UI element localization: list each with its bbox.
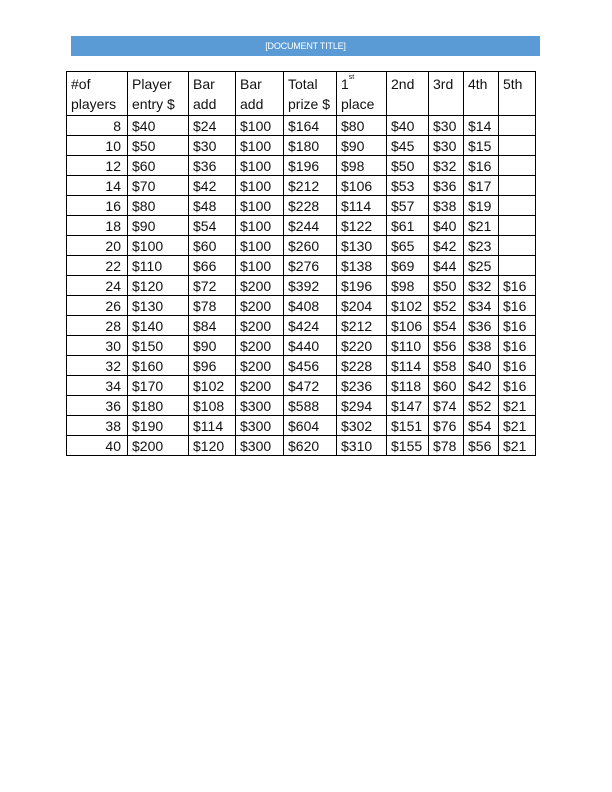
cell-entry: $40 <box>128 116 189 136</box>
table-row <box>67 176 536 196</box>
table-row <box>67 256 536 276</box>
cell-4th: $23 <box>464 236 499 256</box>
table-row <box>67 436 536 456</box>
cell-4th: $38 <box>464 336 499 356</box>
cell-bar-add-2: $100 <box>236 116 284 136</box>
cell-total-prize: $212 <box>284 176 337 196</box>
cell-bar-add-2: $200 <box>236 376 284 396</box>
cell-entry: $200 <box>128 436 189 456</box>
cell-5th <box>499 156 536 176</box>
cell-3rd: $40 <box>429 216 464 236</box>
table-row <box>67 416 536 436</box>
cell-bar-add-2: $100 <box>236 176 284 196</box>
cell-bar-add-1: $102 <box>189 376 236 396</box>
cell-entry: $140 <box>128 316 189 336</box>
cell-1st: $204 <box>337 296 387 316</box>
col-header-4th: 4th <box>464 72 499 116</box>
cell-entry: $170 <box>128 376 189 396</box>
table-body <box>67 116 536 456</box>
cell-2nd: $106 <box>387 316 429 336</box>
cell-5th: $16 <box>499 356 536 376</box>
cell-bar-add-2: $100 <box>236 156 284 176</box>
cell-1st: $122 <box>337 216 387 236</box>
table-row <box>67 356 536 376</box>
cell-bar-add-1: $24 <box>189 116 236 136</box>
cell-3rd: $50 <box>429 276 464 296</box>
cell-bar-add-1: $66 <box>189 256 236 276</box>
table-row <box>67 216 536 236</box>
cell-entry: $190 <box>128 416 189 436</box>
cell-bar-add-2: $200 <box>236 296 284 316</box>
table-header-row <box>67 72 536 116</box>
cell-5th: $21 <box>499 436 536 456</box>
cell-total-prize: $180 <box>284 136 337 156</box>
cell-total-prize: $620 <box>284 436 337 456</box>
cell-2nd: $69 <box>387 256 429 276</box>
table-row <box>67 316 536 336</box>
cell-2nd: $61 <box>387 216 429 236</box>
cell-1st: $98 <box>337 156 387 176</box>
cell-players: 26 <box>67 296 128 316</box>
cell-players: 12 <box>67 156 128 176</box>
col-header-1st-number: 1 <box>341 76 349 92</box>
cell-4th: $17 <box>464 176 499 196</box>
cell-bar-add-2: $100 <box>236 136 284 156</box>
cell-3rd: $38 <box>429 196 464 216</box>
col-header-5th: 5th <box>499 72 536 116</box>
col-header-bar-add-2: Bar add <box>236 72 284 116</box>
col-header-3rd: 3rd <box>429 72 464 116</box>
cell-bar-add-1: $114 <box>189 416 236 436</box>
table-row <box>67 116 536 136</box>
cell-players: 28 <box>67 316 128 336</box>
col-header-1st-place <box>337 72 387 116</box>
col-header-total-prize: Total prize $ <box>284 72 337 116</box>
cell-1st: $196 <box>337 276 387 296</box>
cell-5th <box>499 236 536 256</box>
col-header-1st-word: place <box>341 96 375 112</box>
cell-2nd: $53 <box>387 176 429 196</box>
cell-bar-add-1: $96 <box>189 356 236 376</box>
cell-3rd: $42 <box>429 236 464 256</box>
cell-4th: $32 <box>464 276 499 296</box>
cell-bar-add-2: $300 <box>236 436 284 456</box>
cell-total-prize: $424 <box>284 316 337 336</box>
cell-3rd: $54 <box>429 316 464 336</box>
cell-total-prize: $228 <box>284 196 337 216</box>
cell-bar-add-1: $72 <box>189 276 236 296</box>
table-row <box>67 296 536 316</box>
cell-2nd: $155 <box>387 436 429 456</box>
cell-3rd: $30 <box>429 136 464 156</box>
cell-bar-add-2: $200 <box>236 276 284 296</box>
cell-2nd: $50 <box>387 156 429 176</box>
cell-1st: $106 <box>337 176 387 196</box>
cell-players: 20 <box>67 236 128 256</box>
cell-2nd: $98 <box>387 276 429 296</box>
cell-1st: $236 <box>337 376 387 396</box>
cell-total-prize: $408 <box>284 296 337 316</box>
cell-players: 30 <box>67 336 128 356</box>
prize-table <box>66 71 536 456</box>
cell-bar-add-2: $100 <box>236 256 284 276</box>
cell-total-prize: $392 <box>284 276 337 296</box>
cell-3rd: $30 <box>429 116 464 136</box>
cell-bar-add-1: $42 <box>189 176 236 196</box>
cell-2nd: $118 <box>387 376 429 396</box>
cell-1st: $90 <box>337 136 387 156</box>
col-header-entry: Player entry $ <box>128 72 189 116</box>
cell-bar-add-1: $84 <box>189 316 236 336</box>
cell-2nd: $110 <box>387 336 429 356</box>
cell-entry: $100 <box>128 236 189 256</box>
cell-players: 16 <box>67 196 128 216</box>
cell-1st: $138 <box>337 256 387 276</box>
cell-4th: $14 <box>464 116 499 136</box>
cell-4th: $56 <box>464 436 499 456</box>
cell-total-prize: $244 <box>284 216 337 236</box>
cell-players: 38 <box>67 416 128 436</box>
cell-3rd: $32 <box>429 156 464 176</box>
cell-5th <box>499 136 536 156</box>
cell-total-prize: $604 <box>284 416 337 436</box>
cell-entry: $60 <box>128 156 189 176</box>
table-row <box>67 196 536 216</box>
cell-4th: $21 <box>464 216 499 236</box>
cell-players: 36 <box>67 396 128 416</box>
table-row <box>67 156 536 176</box>
cell-3rd: $56 <box>429 336 464 356</box>
cell-bar-add-1: $90 <box>189 336 236 356</box>
cell-3rd: $58 <box>429 356 464 376</box>
document-title <box>71 36 540 56</box>
cell-4th: $54 <box>464 416 499 436</box>
cell-bar-add-2: $100 <box>236 236 284 256</box>
cell-players: 34 <box>67 376 128 396</box>
cell-bar-add-1: $60 <box>189 236 236 256</box>
cell-bar-add-1: $78 <box>189 296 236 316</box>
cell-3rd: $74 <box>429 396 464 416</box>
cell-4th: $40 <box>464 356 499 376</box>
document-title-text: [DOCUMENT TITLE] <box>265 41 346 51</box>
cell-4th: $15 <box>464 136 499 156</box>
cell-bar-add-1: $108 <box>189 396 236 416</box>
cell-3rd: $52 <box>429 296 464 316</box>
cell-bar-add-1: $36 <box>189 156 236 176</box>
cell-total-prize: $260 <box>284 236 337 256</box>
cell-bar-add-1: $30 <box>189 136 236 156</box>
cell-total-prize: $440 <box>284 336 337 356</box>
cell-5th: $16 <box>499 276 536 296</box>
col-header-bar-add-1: Bar add <box>189 72 236 116</box>
cell-4th: $16 <box>464 156 499 176</box>
cell-5th: $16 <box>499 316 536 336</box>
cell-2nd: $65 <box>387 236 429 256</box>
cell-5th <box>499 176 536 196</box>
cell-1st: $310 <box>337 436 387 456</box>
cell-4th: $19 <box>464 196 499 216</box>
cell-total-prize: $196 <box>284 156 337 176</box>
cell-2nd: $57 <box>387 196 429 216</box>
cell-players: 22 <box>67 256 128 276</box>
cell-players: 40 <box>67 436 128 456</box>
table-row <box>67 396 536 416</box>
cell-entry: $180 <box>128 396 189 416</box>
cell-5th <box>499 116 536 136</box>
cell-bar-add-2: $100 <box>236 196 284 216</box>
table-row <box>67 376 536 396</box>
cell-5th: $16 <box>499 376 536 396</box>
cell-entry: $70 <box>128 176 189 196</box>
cell-1st: $114 <box>337 196 387 216</box>
cell-players: 8 <box>67 116 128 136</box>
cell-4th: $34 <box>464 296 499 316</box>
cell-entry: $150 <box>128 336 189 356</box>
cell-2nd: $147 <box>387 396 429 416</box>
cell-3rd: $60 <box>429 376 464 396</box>
cell-players: 24 <box>67 276 128 296</box>
cell-5th: $16 <box>499 296 536 316</box>
cell-5th: $21 <box>499 396 536 416</box>
cell-4th: $52 <box>464 396 499 416</box>
cell-bar-add-2: $200 <box>236 356 284 376</box>
cell-4th: $36 <box>464 316 499 336</box>
cell-1st: $80 <box>337 116 387 136</box>
cell-3rd: $44 <box>429 256 464 276</box>
cell-entry: $90 <box>128 216 189 236</box>
cell-5th <box>499 216 536 236</box>
cell-entry: $120 <box>128 276 189 296</box>
table-row <box>67 136 536 156</box>
cell-2nd: $45 <box>387 136 429 156</box>
cell-players: 14 <box>67 176 128 196</box>
cell-3rd: $36 <box>429 176 464 196</box>
cell-4th: $25 <box>464 256 499 276</box>
cell-bar-add-2: $100 <box>236 216 284 236</box>
col-header-players: #of players <box>67 72 128 116</box>
cell-3rd: $78 <box>429 436 464 456</box>
table-row <box>67 276 536 296</box>
cell-1st: $130 <box>337 236 387 256</box>
cell-total-prize: $164 <box>284 116 337 136</box>
cell-entry: $50 <box>128 136 189 156</box>
cell-players: 10 <box>67 136 128 156</box>
cell-5th: $21 <box>499 416 536 436</box>
cell-total-prize: $472 <box>284 376 337 396</box>
table-row <box>67 336 536 356</box>
table-row <box>67 236 536 256</box>
cell-players: 32 <box>67 356 128 376</box>
cell-entry: $80 <box>128 196 189 216</box>
cell-5th <box>499 256 536 276</box>
cell-2nd: $102 <box>387 296 429 316</box>
cell-entry: $130 <box>128 296 189 316</box>
cell-bar-add-2: $300 <box>236 416 284 436</box>
cell-1st: $228 <box>337 356 387 376</box>
cell-total-prize: $276 <box>284 256 337 276</box>
cell-total-prize: $588 <box>284 396 337 416</box>
cell-bar-add-1: $120 <box>189 436 236 456</box>
cell-bar-add-1: $48 <box>189 196 236 216</box>
cell-bar-add-1: $54 <box>189 216 236 236</box>
cell-bar-add-2: $300 <box>236 396 284 416</box>
cell-2nd: $114 <box>387 356 429 376</box>
cell-5th <box>499 196 536 216</box>
cell-1st: $302 <box>337 416 387 436</box>
cell-bar-add-2: $200 <box>236 316 284 336</box>
cell-1st: $294 <box>337 396 387 416</box>
cell-2nd: $40 <box>387 116 429 136</box>
cell-players: 18 <box>67 216 128 236</box>
cell-entry: $160 <box>128 356 189 376</box>
cell-bar-add-2: $200 <box>236 336 284 356</box>
cell-1st: $212 <box>337 316 387 336</box>
cell-entry: $110 <box>128 256 189 276</box>
cell-total-prize: $456 <box>284 356 337 376</box>
cell-1st: $220 <box>337 336 387 356</box>
cell-3rd: $76 <box>429 416 464 436</box>
cell-2nd: $151 <box>387 416 429 436</box>
col-header-1st-suffix: st <box>348 74 355 81</box>
cell-5th: $16 <box>499 336 536 356</box>
col-header-2nd: 2nd <box>387 72 429 116</box>
cell-4th: $42 <box>464 376 499 396</box>
